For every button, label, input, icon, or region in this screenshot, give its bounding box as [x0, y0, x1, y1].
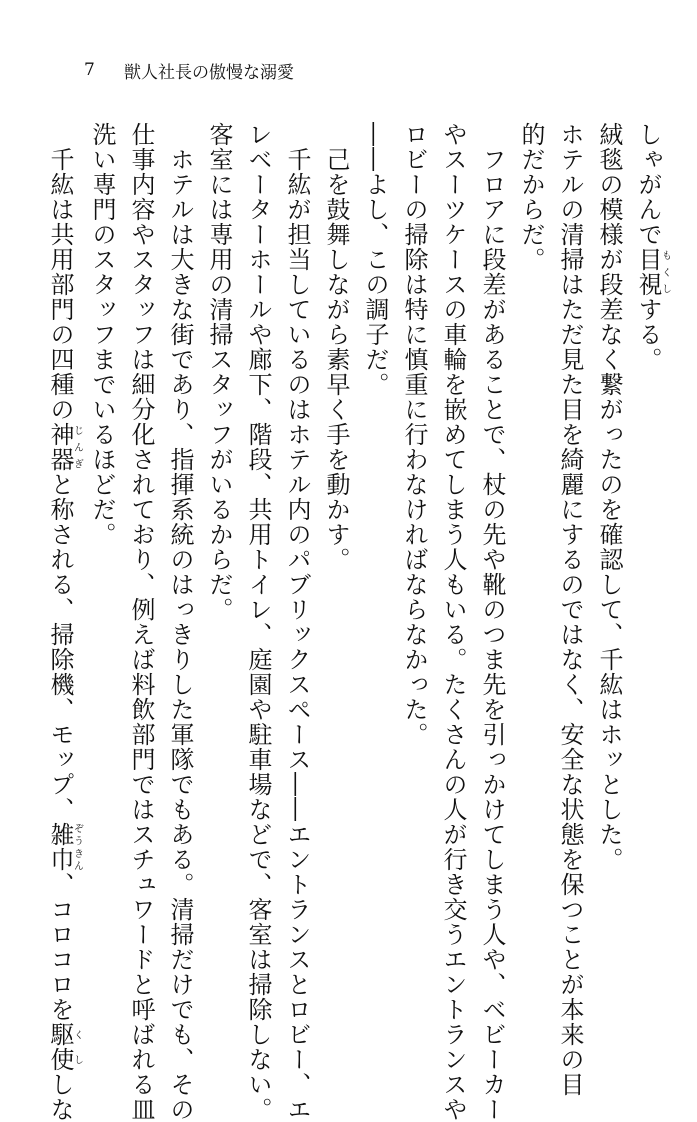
text-segment: ――よし、この調子だ。 — [361, 122, 389, 397]
text-line — [199, 122, 238, 952]
text-segment: 洗い専門のスタッフまでいるほどだ。 — [88, 122, 116, 547]
text-segment: と称される、掃除機、モップ、 — [46, 472, 74, 822]
text-line — [160, 122, 199, 1122]
body-text — [46, 122, 671, 1122]
text-line — [238, 122, 277, 1122]
text-segment: 仕事内容やスタッフは細分化されており、例えば料飲部門ではスチュワードと呼ばれる皿 — [127, 122, 155, 1122]
ruby-base: 駆使 — [46, 1022, 74, 1072]
ruby-base: 雑巾 — [46, 822, 74, 872]
text-line — [628, 122, 670, 952]
text-segment: 己を鼓舞しながら素早く手を動かす。 — [322, 122, 350, 572]
ruby-reading: くし — [71, 1022, 83, 1072]
ruby-reading: もくし — [659, 247, 671, 297]
ruby-base: 目視 — [634, 247, 662, 297]
text-line — [82, 122, 121, 952]
text-segment: ホテルの清掃はただ見た目を綺麗にするのではなく、安全な状態を保つことが本来の目 — [556, 122, 584, 1097]
text-line — [355, 122, 394, 952]
text-segment: する。 — [634, 297, 662, 372]
text-line — [277, 122, 316, 1122]
text-segment: 千紘が担当しているのはホテル内のパブリックスペース――エントランスとロビー、エ — [283, 122, 311, 1122]
ruby-word — [46, 1022, 83, 1072]
ruby-base: 神器 — [46, 422, 74, 472]
text-line — [316, 122, 355, 952]
text-line — [433, 122, 472, 1122]
text-line — [472, 122, 511, 1122]
text-segment: 的だからだ。 — [517, 122, 545, 272]
text-line — [589, 122, 628, 952]
text-segment: ロビーの掃除は特に慎重に行わなければならなかった。 — [400, 122, 428, 747]
text-segment: ホテルは大きな街であり、指揮系統のはっきりした軍隊でもある。清掃だけでも、その — [166, 122, 194, 1122]
page-number: 7 — [84, 60, 95, 80]
text-line — [550, 122, 589, 1097]
text-segment: 千紘は共用部門の四種の — [46, 122, 74, 422]
text-segment: しゃがんで — [634, 122, 662, 247]
text-line — [121, 122, 160, 1122]
text-segment: しな — [46, 1072, 74, 1122]
ruby-word — [634, 247, 671, 297]
ruby-reading: ぞうきん — [71, 822, 83, 872]
text-line — [40, 122, 83, 1122]
text-line — [511, 122, 550, 952]
text-segment: やスーツケースの車輪を嵌めてしまう人もいる。たくさんの人が行き交うエントランスや — [439, 122, 467, 1122]
book-title: 獣人社長の傲慢な溺愛 — [124, 62, 294, 83]
text-segment: 客室には専用の清掃スタッフがいるからだ。 — [205, 122, 233, 622]
text-line — [394, 122, 433, 952]
text-segment: フロアに段差があることで、杖の先や靴のつま先を引っかけてしまう人や、ベビーカー — [478, 122, 506, 1122]
ruby-reading: じんぎ — [71, 422, 83, 472]
ruby-word — [46, 822, 83, 872]
page-header — [84, 58, 294, 82]
text-segment: 絨毯の模様が段差なく繋がったのを確認して、千紘はホッとした。 — [595, 122, 623, 872]
ruby-word — [46, 422, 83, 472]
text-segment: レベーターホールや廊下、階段、共用トイレ、庭園や駐車場などで、客室は掃除しない。 — [244, 122, 272, 1122]
text-segment: 、コロコロを — [46, 872, 74, 1022]
